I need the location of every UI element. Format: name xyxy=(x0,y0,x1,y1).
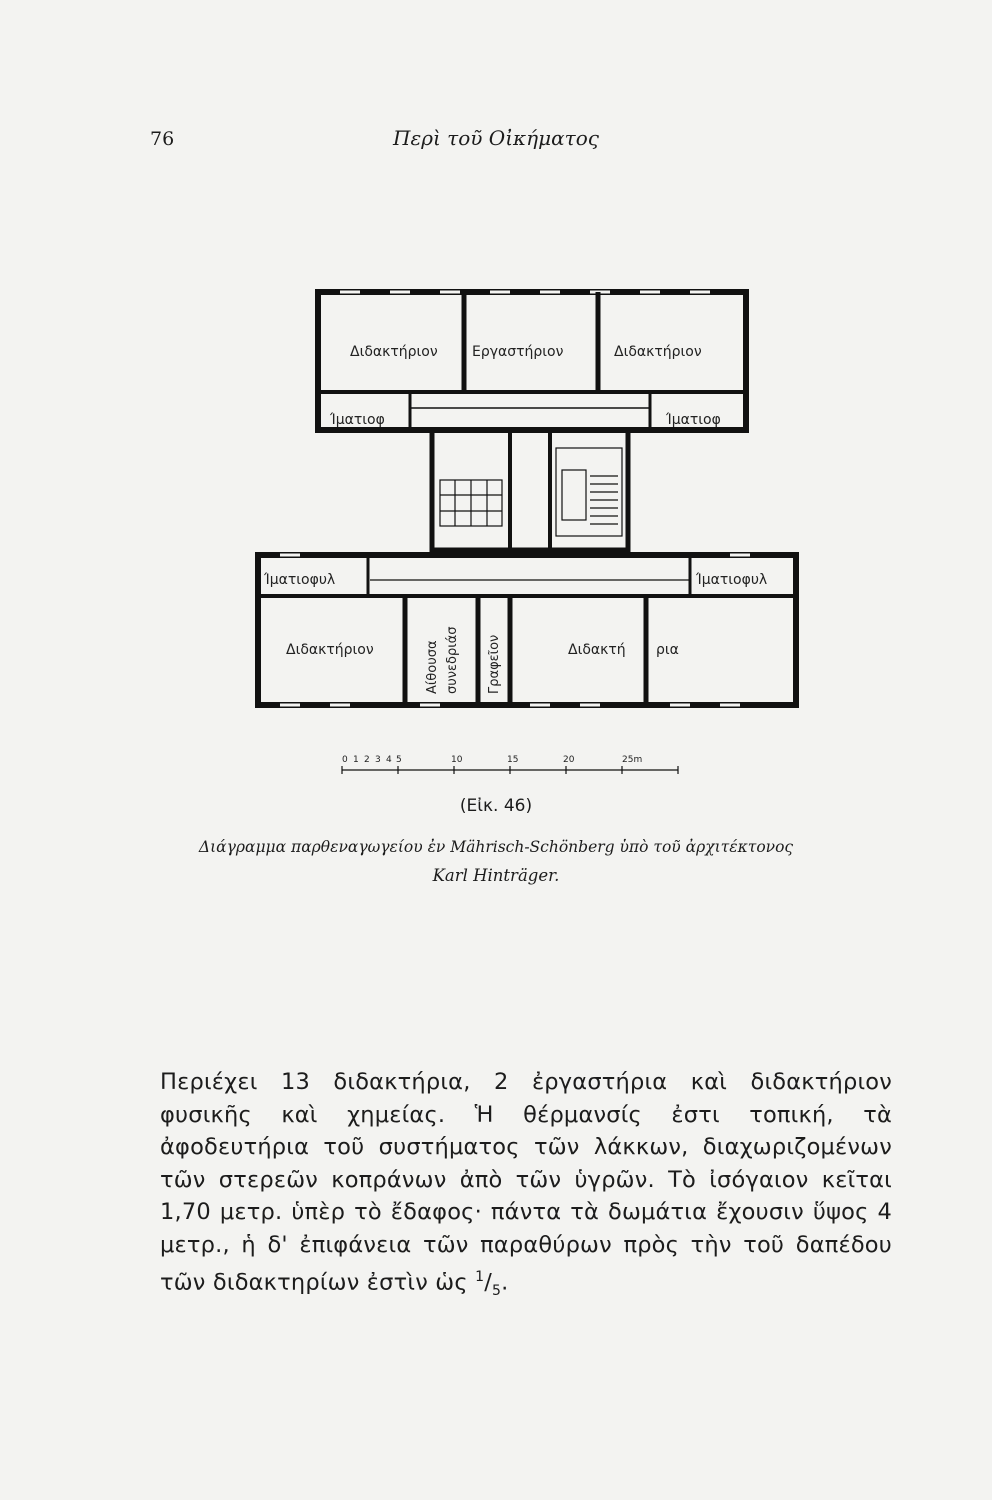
body-paragraph: Περιέχει 13 διδακτήρια, 2 ἐργαστήρια καὶ διδακτήριον φυσικῆς καὶ χημείας. Ἡ θέρμανσίς ἐστι τοπική, τὰ ἀφοδευτήρια τοῦ συστήματος τῶν λάκκων, διαχωριζομένων τῶν στερεῶν κοπράνων ἀπὸ τῶν ὑγρῶν. Τὸ ἰσόγαιον κεῖται 1,70 μετρ. ὑπὲρ τὸ ἔδαφος· πάντα τὰ δωμάτια ἔχουσιν ὕψος 4 μετρ., ἡ δ' ἐπιφάνεια τῶν παραθύρων πρὸς τὴν τοῦ δαπέδου τῶν διδακτηρίων ἐστὶν ὡς $^1/_5$. xyxy=(160,1069,892,1299)
floor-plan-diagram xyxy=(250,280,810,780)
scale-bar xyxy=(342,766,678,774)
room-label: Διδακτήριον xyxy=(350,344,438,360)
scale-tick-label: 4 xyxy=(386,755,392,765)
scale-tick-label: 20 xyxy=(563,755,575,765)
room-label: Γραφεῖον xyxy=(487,634,502,694)
room-label: Ίματιοφ xyxy=(666,412,721,428)
body-text-end: . xyxy=(501,1269,509,1296)
scale-tick-label: 1 xyxy=(353,755,359,765)
room-label: Διδακτή xyxy=(568,642,626,658)
running-title: Περὶ τοῦ Οἰκήματος xyxy=(393,126,599,150)
room-label: Ίματιοφυλ xyxy=(696,572,768,588)
scale-labels xyxy=(342,755,642,765)
scale-tick-label: 5 xyxy=(396,755,402,765)
scale-tick-label: 10 xyxy=(451,755,463,765)
scale-tick-label: 15 xyxy=(507,755,519,765)
room-label: συνεδριάσ xyxy=(445,626,460,694)
scale-tick-label: 2 xyxy=(364,755,370,765)
upper-wing-outline xyxy=(318,292,746,430)
room-label: Αίθουσα xyxy=(425,640,440,694)
fraction-numerator: 1 xyxy=(475,1269,485,1285)
room-label: Διδακτήριον xyxy=(286,642,374,658)
fraction-denominator: 5 xyxy=(492,1283,502,1299)
figure-caption-line-2: Karl Hinträger. xyxy=(432,866,560,885)
toilets xyxy=(440,480,502,526)
scale-tick-label: 3 xyxy=(375,755,381,765)
staircase xyxy=(556,448,622,536)
body-text-main: Περιέχει 13 διδακτήρια, 2 ἐργαστήρια καὶ διδακτήριον φυσικῆς καὶ χημείας. Ἡ θέρμανσίς ἐστι τοπική, τὰ ἀφοδευτήρια τοῦ συστήματος τῶν λάκκων, διαχωριζομένων τῶν στερεῶν κοπράνων ἀπὸ τῶν ὑγρῶν. Τὸ ἰσόγαιον κεῖται 1,70 μετρ. ὑπὲρ τὸ ἔδαφος· πάντα τὰ δωμάτια ἔχουσιν ὕψος 4 μετρ., ἡ δ' ἐπιφάνεια τῶν παραθύρων πρὸς τὴν τοῦ δαπέδου τῶν διδακτηρίων ἐστὶν ὡς xyxy=(160,1069,892,1296)
room-label: Ίματιοφυλ xyxy=(264,572,336,588)
lower-windows xyxy=(280,555,750,705)
room-label: Εργαστήριον xyxy=(472,344,564,360)
figure-label: (Εἰκ. 46) xyxy=(459,796,533,816)
scale-tick-label: 25m xyxy=(622,755,643,765)
room-label: Διδακτήριον xyxy=(614,344,702,360)
room-label: ρια xyxy=(656,642,679,658)
figure-caption-line-1: Διάγραμμα παρθεναγωγείου ἐν Mährisch-Schönberg ὑπὸ τοῦ ἀρχιτέκτονος xyxy=(198,838,794,856)
room-label: Ίματιοφ xyxy=(330,412,385,428)
scale-tick-label: 0 xyxy=(342,755,348,765)
page-number: 76 xyxy=(150,128,175,150)
